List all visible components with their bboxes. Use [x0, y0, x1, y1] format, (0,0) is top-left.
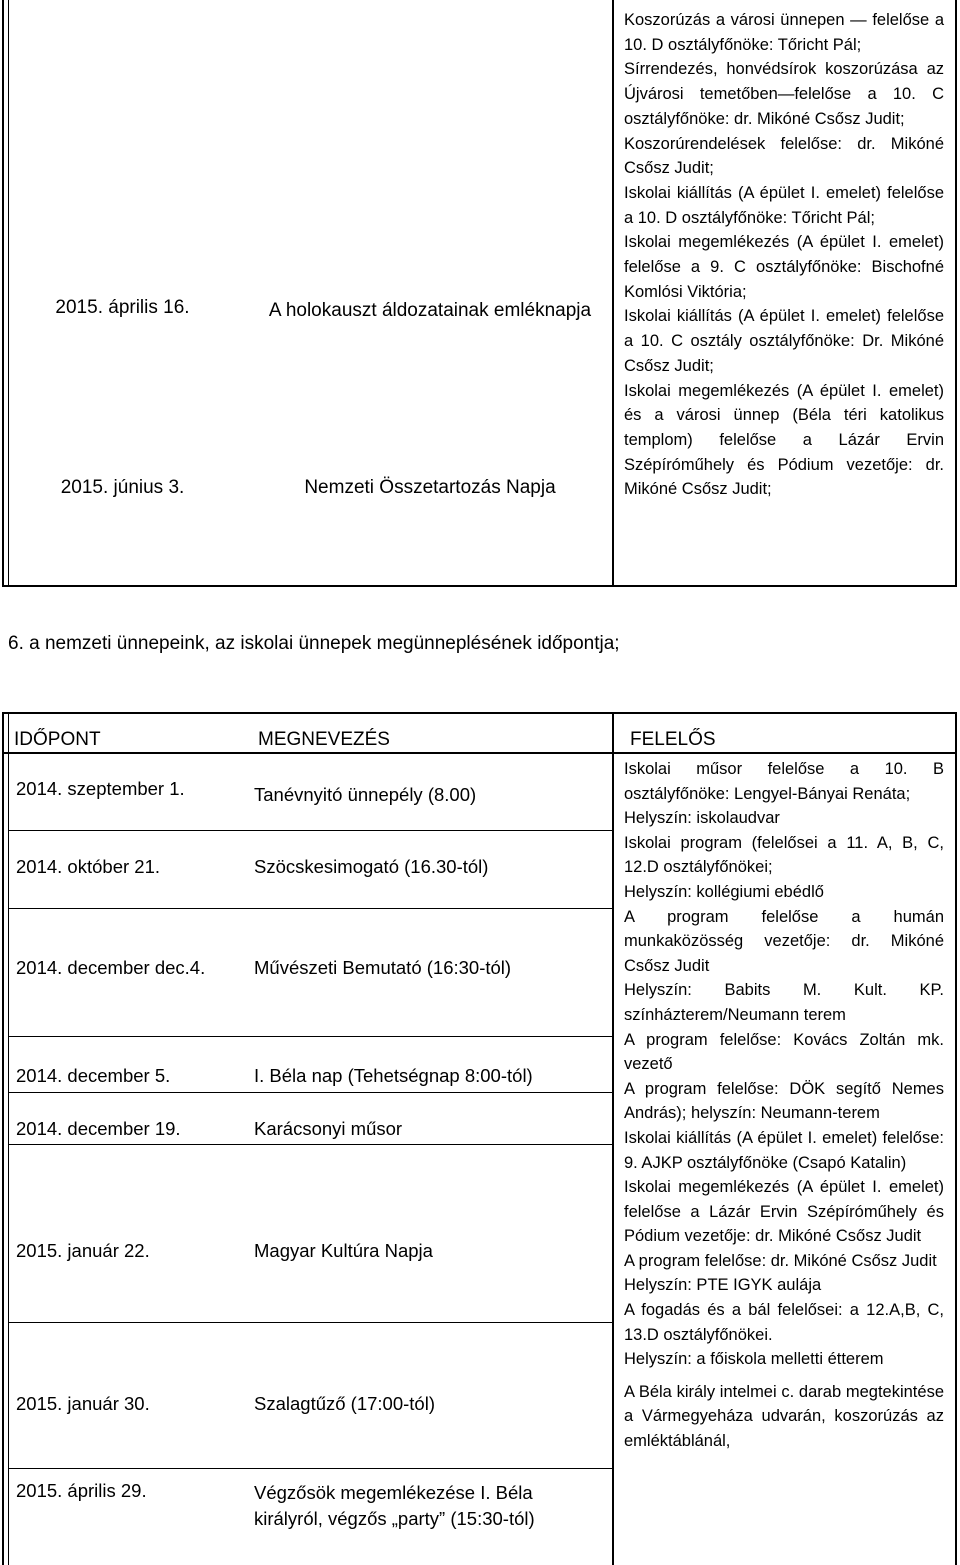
event-name: Szöcskesimogató (16.30-tól) [254, 856, 489, 877]
responsible-line: Sírrendezés, honvédsírok koszorúzása az Újvárosi temetőben—felelőse a 10. C osztályfőnöke: dr. Mikóné Csősz Judit; [624, 60, 944, 128]
header-name: MEGNEVEZÉS [258, 729, 390, 750]
table-border [612, 0, 614, 587]
table-border [8, 0, 9, 587]
event-name: Tanévnyitó ünnepély (8.00) [254, 784, 477, 805]
row-date: 2015. június 3. [60, 477, 185, 498]
table-border [955, 712, 957, 1565]
event-name: Szalagtűző (17:00-tól) [254, 1393, 435, 1414]
header-date: IDŐPONT [14, 729, 101, 750]
event-date: 2015. január 22. [16, 1240, 150, 1261]
event-date: 2014. december dec.4. [16, 957, 206, 978]
responsible-column [624, 757, 944, 1454]
row-divider [8, 1322, 612, 1323]
event-name: Karácsonyi műsor [254, 1118, 403, 1139]
section-heading: 6. a nemzeti ünnepeink, az iskolai ünnepek megünneplésének időpontja; [8, 633, 620, 654]
event-date: 2015. április 29. [16, 1480, 147, 1501]
table-border [2, 0, 4, 587]
event-date: 2015. január 30. [16, 1393, 150, 1414]
responsible-line: Helyszín: kollégiumi ebédlő [624, 882, 824, 901]
responsible-line: Helyszín: iskolaudvar [624, 809, 780, 828]
row-divider [8, 1144, 612, 1145]
row-divider [8, 1468, 612, 1469]
responsible-line: Iskolai műsor felelőse a 10. B osztályfőnöke: Lengyel-Bányai Renáta; [624, 760, 944, 803]
responsible-line: Iskolai kiállítás (A épület I. emelet) felelőse a 10. C osztály osztályfőnöke: Dr. Mikóné Csősz Judit; [624, 307, 944, 375]
responsible-line: A program felelőse a humán munkaközösség vezetője: dr. Mikóné Csősz Judit [624, 907, 944, 975]
event-name: Művészeti Bemutató (16:30-tól) [254, 957, 512, 978]
header-responsible: FELELŐS [630, 729, 716, 750]
table-border [2, 712, 957, 714]
responsible-line: Iskolai megemlékezés (A épület I. emelet) felelőse a Lázár Ervin Szépíróműhely és Pódium vezetője: dr. Mikóné Csősz Judit [624, 1178, 944, 1246]
table-border [2, 585, 957, 587]
event-date: 2014. december 5. [16, 1065, 171, 1086]
table-border [8, 712, 9, 1565]
row-divider [8, 908, 612, 909]
responsible-line: Iskolai kiállítás (A épület I. emelet) felelőse: 9. AJKP osztályfőnöke (Csapó Katalin) [624, 1128, 944, 1172]
responsible-line: Iskolai megemlékezés (A épület I. emelet) és a városi ünnep (Béla téri katolikus templom) felelőse a Lázár Ervin Szépíróműhely és Pódium vezetője: dr. Mikóné Csősz Judit; [624, 381, 944, 499]
table-border [612, 712, 614, 1565]
responsible-line: Koszorúrendelések felelőse: dr. Mikóné Csősz Judit; [624, 134, 944, 178]
responsible-line: Koszorúzás a városi ünnepen — felelőse a 10. D osztályfőnöke: Tőricht Pál; [624, 11, 944, 54]
row-responsible [624, 8, 944, 502]
responsible-line: Iskolai kiállítás (A épület I. emelet) felelőse a 10. D osztályfőnöke: Tőricht Pál; [624, 183, 944, 227]
responsible-line: A program felelőse: DÖK segítő Nemes András); helyszín: Neumann-terem [624, 1079, 944, 1123]
row-divider [8, 830, 612, 831]
event-name: Magyar Kultúra Napja [254, 1240, 433, 1261]
responsible-line: A fogadás és a bál felelősei: a 12.A,B, C, 13.D osztályfőnökei. [624, 1301, 944, 1344]
responsible-line: Helyszín: a főiskola melletti étterem [624, 1350, 884, 1369]
row-date: 2015. április 16. [55, 297, 190, 318]
responsible-line: Helyszín: Babits M. Kult. KP. színházterem/Neumann terem [624, 981, 944, 1024]
row-event: Nemzeti Összetartozás Napja [304, 477, 556, 498]
row-divider [8, 1036, 612, 1037]
responsible-line: A program felelőse: dr. Mikóné Csősz Judit [624, 1251, 937, 1270]
table-border [2, 712, 4, 1565]
event-name: Végzősök megemlékezése I. Béla királyról, végzős „party” (15:30-tól) [254, 1482, 535, 1529]
row-divider [8, 1092, 612, 1093]
table-border [955, 0, 957, 587]
row-event: A holokauszt áldozatainak emléknapja [268, 299, 592, 321]
responsible-line: Iskolai program (felelősei a 11. A, B, C, 12.D osztályfőnökei; [624, 833, 944, 877]
event-date: 2014. december 19. [16, 1118, 181, 1139]
table-border [2, 752, 957, 754]
responsible-line: A program felelőse: Kovács Zoltán mk. vezető [624, 1030, 944, 1074]
responsible-line: A Béla király intelmei c. darab megtekintése a Vármegyeháza udvarán, koszorúzás az emléktáblánál, [624, 1382, 944, 1451]
responsible-line: Helyszín: PTE IGYK aulája [624, 1276, 822, 1295]
event-date: 2014. október 21. [16, 856, 160, 877]
event-date: 2014. szeptember 1. [16, 778, 185, 799]
responsible-line: Iskolai megemlékezés (A épület I. emelet) felelőse a 9. C osztályfőnöke: Bischofné Komlósi Viktória; [624, 233, 944, 301]
event-name: I. Béla nap (Tehetségnap 8:00-tól) [254, 1065, 533, 1086]
